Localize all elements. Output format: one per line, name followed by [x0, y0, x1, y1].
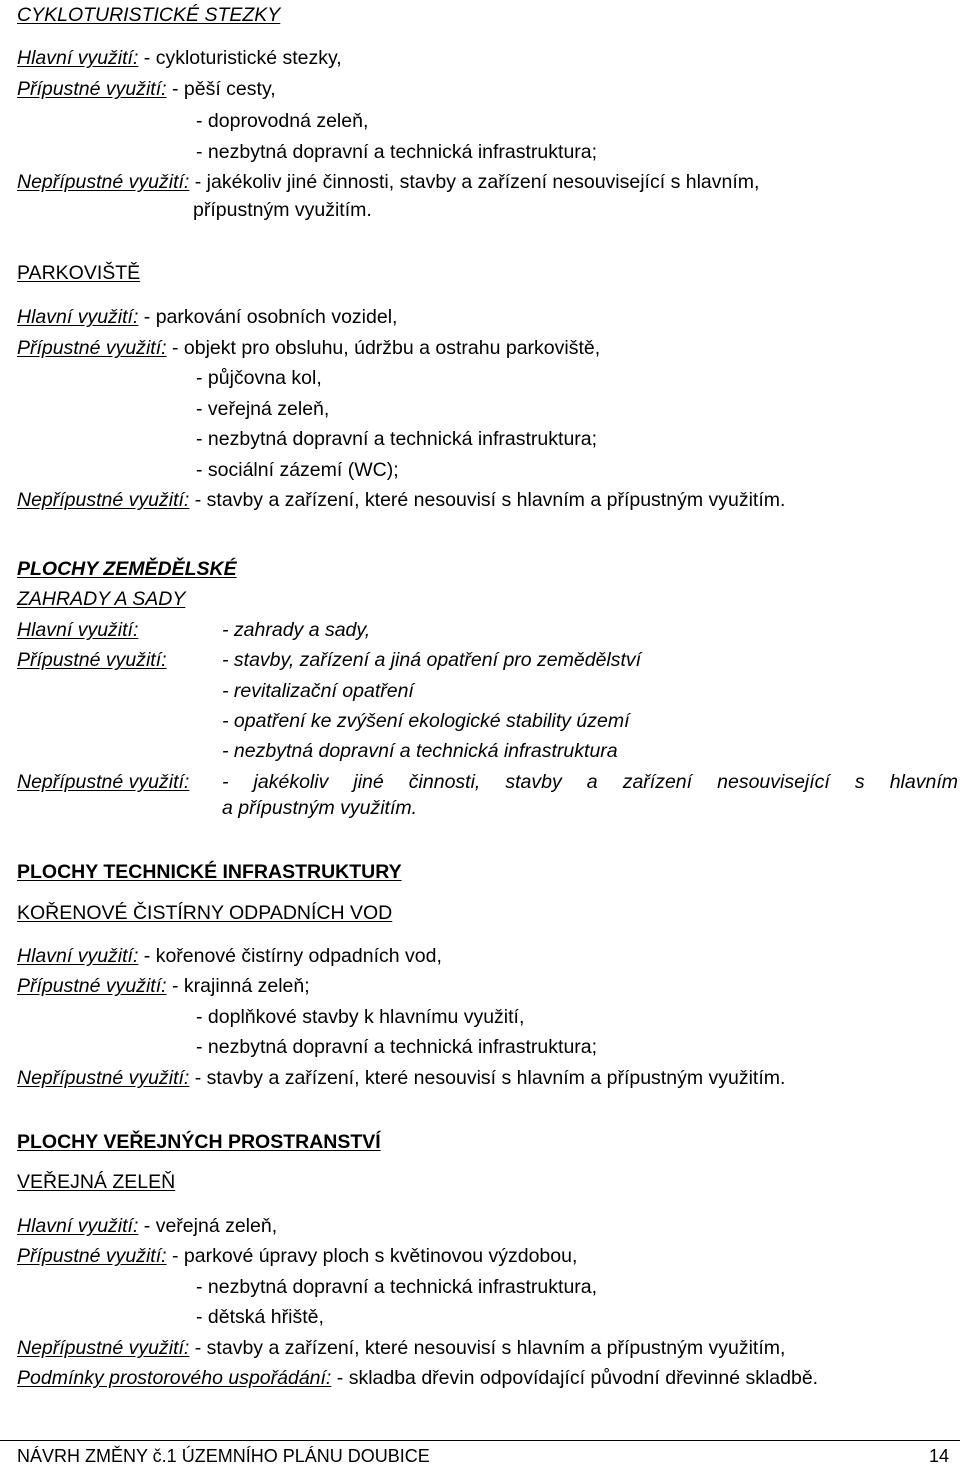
subsection-heading-zahrady: ZAHRADY A SADY: [17, 588, 186, 610]
section-heading-parkoviste: PARKOVIŠTĚ: [17, 262, 141, 284]
main-use-label: Hlavní využití:: [17, 47, 139, 69]
main-use-row: [17, 619, 138, 642]
conditions-row: [17, 1367, 818, 1390]
main-use-row: [17, 47, 342, 70]
main-use-text: - veřejná zeleň,: [143, 1215, 278, 1237]
forbidden-use-row: [17, 489, 785, 512]
forbidden-use-text-cont: a přípustným využitím.: [222, 797, 418, 819]
forbidden-use-label: Nepřípustné využití:: [17, 489, 190, 511]
footer-divider: [0, 1440, 960, 1441]
forbidden-use-label: Nepřípustné využití:: [17, 1337, 190, 1359]
forbidden-use-row: [17, 1067, 785, 1090]
allowed-use-item: - krajinná zeleň;: [172, 975, 310, 997]
forbidden-use-label: Nepřípustné využití:: [17, 171, 190, 193]
allowed-use-row: [17, 337, 600, 360]
forbidden-use-label: Nepřípustné využití:: [17, 771, 190, 793]
allowed-use-item: - stavby, zařízení a jiná opatření pro zemědělství: [222, 649, 642, 671]
allowed-use-item: - doplňkové stavby k hlavnímu využití,: [196, 1006, 525, 1028]
allowed-use-item: - nezbytná dopravní a technická infrastruktura: [222, 740, 618, 762]
main-use-row: [17, 945, 442, 968]
allowed-use-item: - opatření ke zvýšení ekologické stability území: [222, 710, 630, 732]
allowed-use-item: - veřejná zeleň,: [196, 398, 330, 420]
allowed-use-row: [17, 1245, 577, 1268]
main-use-label: Hlavní využití:: [17, 1215, 139, 1237]
conditions-label: Podmínky prostorového uspořádání:: [17, 1367, 332, 1389]
subsection-heading-cov: KOŘENOVÉ ČISTÍRNY ODPADNÍCH VOD: [17, 902, 393, 924]
section-heading-verejne: PLOCHY VEŘEJNÝCH PROSTRANSTVÍ: [17, 1131, 381, 1153]
allowed-use-label: Přípustné využití:: [17, 649, 167, 671]
main-use-text: - cykloturistické stezky,: [143, 47, 342, 69]
allowed-use-label: Přípustné využití:: [17, 78, 167, 100]
page-number: 14: [929, 1446, 950, 1466]
forbidden-use-text-cont: přípustným využitím.: [193, 199, 372, 221]
main-use-text: - zahrady a sady,: [222, 619, 371, 641]
section-heading-technicke: PLOCHY TECHNICKÉ INFRASTRUKTURY: [17, 861, 402, 883]
main-use-text: - parkování osobních vozidel,: [143, 306, 398, 328]
allowed-use-label: Přípustné využití:: [17, 337, 167, 359]
allowed-use-item: - nezbytná dopravní a technická infrastruktura,: [196, 1276, 598, 1298]
main-use-label: Hlavní využití:: [17, 619, 139, 641]
allowed-use-item: - revitalizační opatření: [222, 680, 414, 702]
forbidden-use-text: - stavby a zařízení, které nesouvisí s hlavním a přípustným využitím.: [194, 1067, 786, 1089]
forbidden-use-text: - jakékoliv jiné činnosti, stavby a zařízení nesouvisející s hlavním,: [194, 171, 760, 193]
forbidden-use-text: - stavby a zařízení, které nesouvisí s hlavním a přípustným využitím.: [194, 489, 786, 511]
allowed-use-item: - doprovodná zeleň,: [196, 110, 369, 132]
section-heading-zemedelske: PLOCHY ZEMĚDĚLSKÉ: [17, 558, 237, 580]
conditions-text: - skladba dřevin odpovídající původní dřevinné skladbě.: [336, 1367, 819, 1389]
forbidden-use-text: - stavby a zařízení, které nesouvisí s hlavním a přípustným využitím,: [194, 1337, 786, 1359]
allowed-use-row: [17, 78, 276, 101]
allowed-use-item: - nezbytná dopravní a technická infrastruktura;: [196, 1036, 598, 1058]
forbidden-use-row: [17, 771, 189, 794]
allowed-use-item: - objekt pro obsluhu, údržbu a ostrahu parkoviště,: [172, 337, 601, 359]
forbidden-use-row: [17, 171, 759, 194]
allowed-use-item: - parkové úpravy ploch s květinovou výzdobou,: [172, 1245, 578, 1267]
allowed-use-item: - nezbytná dopravní a technická infrastruktura;: [196, 141, 598, 163]
allowed-use-row: [17, 975, 310, 998]
allowed-use-item: - dětská hřiště,: [196, 1306, 324, 1328]
subsection-heading-zelen: VEŘEJNÁ ZELEŇ: [17, 1171, 176, 1193]
allowed-use-label: Přípustné využití:: [17, 1245, 167, 1267]
section-heading-cyklostezky: CYKLOTURISTICKÉ STEZKY: [17, 4, 281, 26]
main-use-row: [17, 1215, 277, 1238]
allowed-use-item: - půjčovna kol,: [196, 367, 322, 389]
forbidden-use-text: - jakékoliv jiné činnosti, stavby a zařízení nesouvisející s hlavním: [222, 771, 958, 793]
main-use-label: Hlavní využití:: [17, 306, 139, 328]
forbidden-use-label: Nepřípustné využití:: [17, 1067, 190, 1089]
allowed-use-row: [17, 649, 167, 672]
footer-title: NÁVRH ZMĚNY č.1 ÚZEMNÍHO PLÁNU DOUBICE: [17, 1446, 430, 1466]
forbidden-use-row: [17, 1337, 785, 1360]
main-use-label: Hlavní využití:: [17, 945, 139, 967]
main-use-text: - kořenové čistírny odpadních vod,: [143, 945, 442, 967]
allowed-use-label: Přípustné využití:: [17, 975, 167, 997]
allowed-use-item: - nezbytná dopravní a technická infrastruktura;: [196, 428, 598, 450]
allowed-use-item: - pěší cesty,: [172, 78, 276, 100]
allowed-use-item: - sociální zázemí (WC);: [196, 459, 399, 481]
main-use-row: [17, 306, 397, 329]
